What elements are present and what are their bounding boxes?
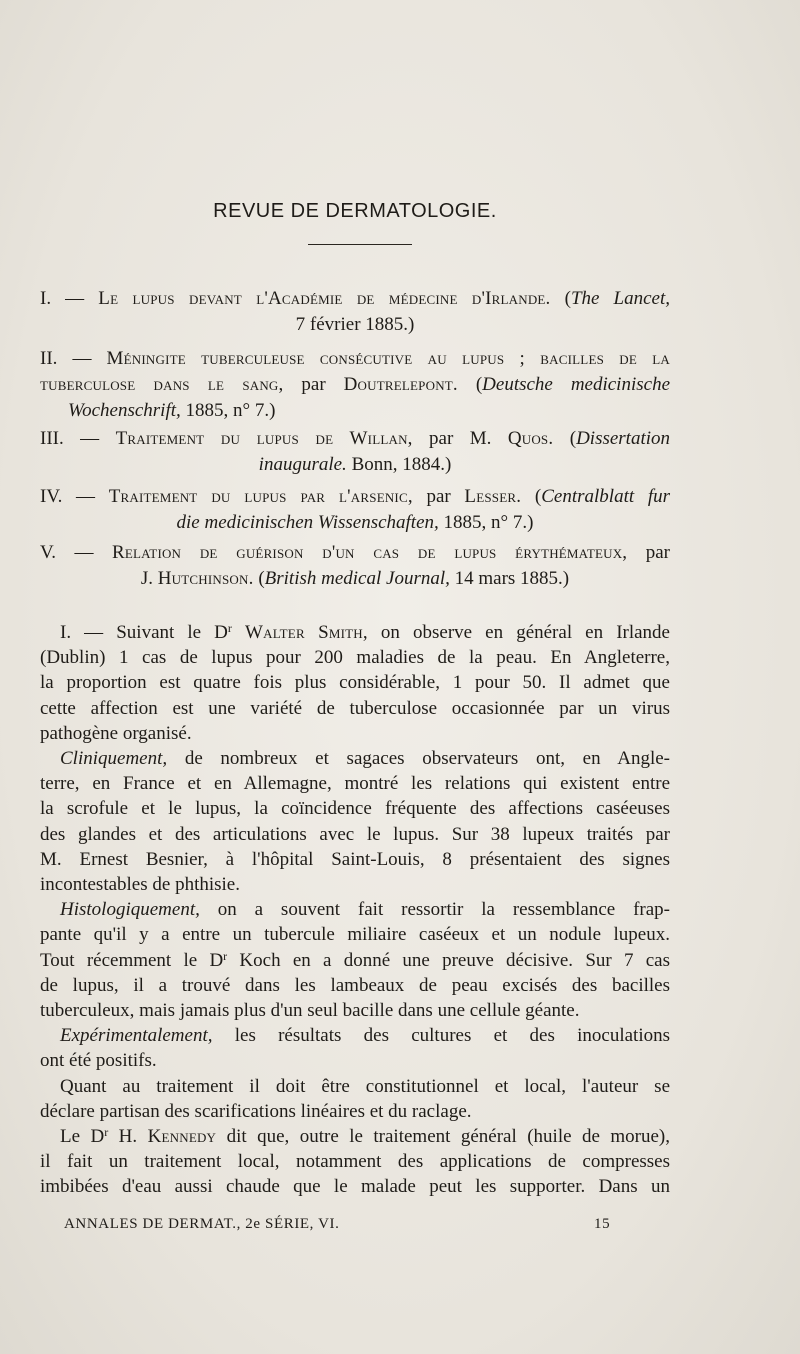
text-run: tuberculose dans le sang, bbox=[40, 374, 284, 395]
section-title: REVUE DE DERMATOLOGIE. bbox=[213, 200, 497, 222]
text-run: terre, en France et en Allemagne, montré les relations qui existent entre bbox=[40, 773, 670, 795]
body-line bbox=[40, 922, 670, 947]
text-run: Histologiquement, bbox=[60, 899, 200, 921]
reference-entry bbox=[40, 540, 670, 592]
body-line bbox=[40, 872, 670, 897]
text-run: pathogène organisé. bbox=[40, 722, 192, 744]
text-run: Doutrelepont. bbox=[343, 374, 458, 395]
body-line bbox=[40, 796, 670, 821]
body-line bbox=[40, 696, 670, 721]
text-run: la scrofule et le lupus, la coïncidence fréquente des affections caséeuses bbox=[40, 798, 670, 820]
text-run: on a souvent fait ressortir la ressemblance frap- bbox=[199, 899, 670, 921]
text-run: Bonn, 1884.) bbox=[346, 454, 452, 475]
text-run: r bbox=[223, 948, 228, 963]
reference-line bbox=[40, 346, 670, 372]
text-run: ( bbox=[553, 428, 577, 449]
text-run: Dissertation bbox=[576, 428, 671, 449]
text-run: Quant au traitement il doit être constitutionnel et local, l'auteur se bbox=[60, 1075, 670, 1097]
text-run: imbibées d'eau aussi chaude que le malade peut les supporter. Dans un bbox=[40, 1176, 670, 1198]
text-run: ( bbox=[550, 288, 571, 309]
reference-line bbox=[40, 540, 670, 566]
text-run: ont été positifs. bbox=[40, 1050, 157, 1072]
body-line bbox=[40, 620, 670, 645]
text-run: les résultats des cultures et des inoculations bbox=[212, 1025, 670, 1047]
reference-line bbox=[40, 452, 670, 478]
text-run: II. — bbox=[40, 348, 107, 369]
reference-entry bbox=[40, 484, 670, 536]
text-run: V. — bbox=[40, 542, 112, 563]
body-line bbox=[40, 847, 670, 872]
reference-line bbox=[40, 510, 670, 536]
reference-line bbox=[40, 398, 670, 424]
footer-signature-number: 15 bbox=[594, 1216, 611, 1232]
text-run: par bbox=[412, 486, 465, 507]
text-run: 1885, n° 7.) bbox=[438, 512, 534, 533]
body-line bbox=[40, 746, 670, 771]
text-run: 7 février 1885.) bbox=[295, 314, 415, 335]
text-run: Kennedy bbox=[147, 1126, 217, 1148]
text-run: par bbox=[283, 374, 344, 395]
title-rule bbox=[308, 244, 412, 245]
body-line bbox=[40, 897, 670, 922]
text-run: il fait un traitement local, notamment des applications de compresses bbox=[40, 1151, 670, 1173]
text-run: Traitement du lupus par l'arsenic, bbox=[108, 486, 413, 507]
text-run: tuberculeux, mais jamais plus d'un seul bacille dans une cellule géante. bbox=[40, 1000, 580, 1022]
text-run: r bbox=[227, 621, 232, 635]
text-run: IV. — bbox=[40, 486, 109, 507]
text-run: des glandes et des articulations avec le lupus. Sur 38 lupeux traités par bbox=[40, 823, 670, 845]
text-run: Quos. bbox=[507, 428, 554, 449]
text-run: Koch en a donné une preuve décisive. Sur 7 cas bbox=[227, 949, 670, 971]
text-run: ( bbox=[457, 374, 483, 395]
text-run: British medical Journal, bbox=[264, 568, 450, 589]
text-run: cette affection est une variété de tuberculose occasionnée par un virus bbox=[40, 697, 670, 719]
text-run: Traitement du lupus de Willan, bbox=[115, 428, 413, 449]
reference-entry bbox=[40, 346, 670, 424]
text-run: par bbox=[627, 542, 670, 563]
reference-line bbox=[40, 372, 670, 398]
text-run: on observe en général en Irlande bbox=[367, 622, 670, 643]
text-run: The Lancet, bbox=[570, 288, 670, 309]
footer-journal: ANNALES DE DERMAT., 2e SÉRIE, VI. bbox=[64, 1216, 340, 1232]
text-run: 1885, n° 7.) bbox=[180, 400, 276, 421]
text-run: Hutchinson. bbox=[157, 568, 254, 589]
reference-line bbox=[40, 286, 670, 312]
page-footer bbox=[64, 1216, 624, 1233]
text-run: pante qu'il y a entre un tubercule miliaire caséeux et un nodule lupeux. bbox=[40, 924, 670, 946]
text-run: ( bbox=[253, 568, 265, 589]
body-line bbox=[40, 1174, 670, 1199]
text-run: Expérimentalement, bbox=[60, 1025, 213, 1047]
text-run: de nombreux et sagaces observateurs ont, en Angle- bbox=[167, 748, 670, 770]
text-run: I. — bbox=[40, 288, 99, 309]
reference-entry bbox=[40, 426, 670, 478]
body-line bbox=[40, 1023, 670, 1048]
text-run: Deutsche medicinische bbox=[482, 374, 671, 395]
text-run: de lupus, il a trouvé dans les lambeaux de peau excisés des bacilles bbox=[40, 974, 670, 996]
reference-line bbox=[40, 566, 670, 592]
text-run: Walter Smith, bbox=[245, 622, 368, 643]
text-run: Méningite tuberculeuse consécutive au lupus ; bacilles de la bbox=[106, 348, 671, 369]
text-run: M. Ernest Besnier, à l'hôpital Saint-Louis, 8 présentaient des signes bbox=[40, 848, 670, 870]
body-line bbox=[40, 1074, 670, 1099]
text-run: die medicinischen Wissenschaften, bbox=[176, 512, 439, 533]
body-line bbox=[40, 721, 670, 746]
text-run: Cliniquement, bbox=[60, 748, 168, 770]
body-line bbox=[40, 973, 670, 998]
text-run: H. bbox=[108, 1126, 148, 1148]
body-line bbox=[40, 1048, 670, 1073]
reference-entry bbox=[40, 286, 670, 338]
reference-line bbox=[40, 484, 670, 510]
text-run: Wochenschrift, bbox=[68, 400, 181, 421]
body-line bbox=[40, 645, 670, 670]
text-run: Tout récemment le D bbox=[40, 949, 224, 971]
text-run: ( bbox=[521, 486, 542, 507]
reference-line bbox=[40, 312, 670, 338]
body-line bbox=[40, 771, 670, 796]
body-line bbox=[40, 998, 670, 1023]
text-run: incontestables de phthisie. bbox=[40, 874, 240, 896]
text-run: Le lupus devant l'Académie de médecine d'Irlande. bbox=[98, 288, 551, 309]
text-run: 14 mars 1885.) bbox=[449, 568, 570, 589]
body-line bbox=[40, 670, 670, 695]
text-run: r bbox=[104, 1125, 109, 1140]
text-run: Lesser. bbox=[464, 486, 522, 507]
text-run: la proportion est quatre fois plus considérable, 1 pour 50. Il admet que bbox=[40, 672, 670, 694]
body-line bbox=[40, 1124, 670, 1149]
text-run: par M. bbox=[412, 428, 508, 449]
text-run: I. — Suivant le D bbox=[60, 622, 228, 643]
text-run: Le D bbox=[60, 1126, 105, 1148]
article-body bbox=[40, 620, 670, 1200]
text-run: inaugurale. bbox=[258, 454, 347, 475]
text-run: Centralblatt fur bbox=[541, 486, 670, 507]
text-run: déclare partisan des scarifications linéaires et du raclage. bbox=[40, 1100, 472, 1122]
text-run: J. bbox=[140, 568, 158, 589]
body-line bbox=[40, 948, 670, 973]
body-line bbox=[40, 1149, 670, 1174]
text-run: dit que, outre le traitement général (huile de morue), bbox=[216, 1126, 670, 1148]
text-run: III. — bbox=[40, 428, 116, 449]
text-run: (Dublin) 1 cas de lupus pour 200 maladies de la peau. En Angleterre, bbox=[40, 647, 670, 669]
text-run: Relation de guérison d'un cas de lupus érythémateux, bbox=[112, 542, 628, 563]
text-run bbox=[232, 622, 245, 643]
body-line bbox=[40, 1099, 670, 1124]
body-line bbox=[40, 822, 670, 847]
reference-line bbox=[40, 426, 670, 452]
